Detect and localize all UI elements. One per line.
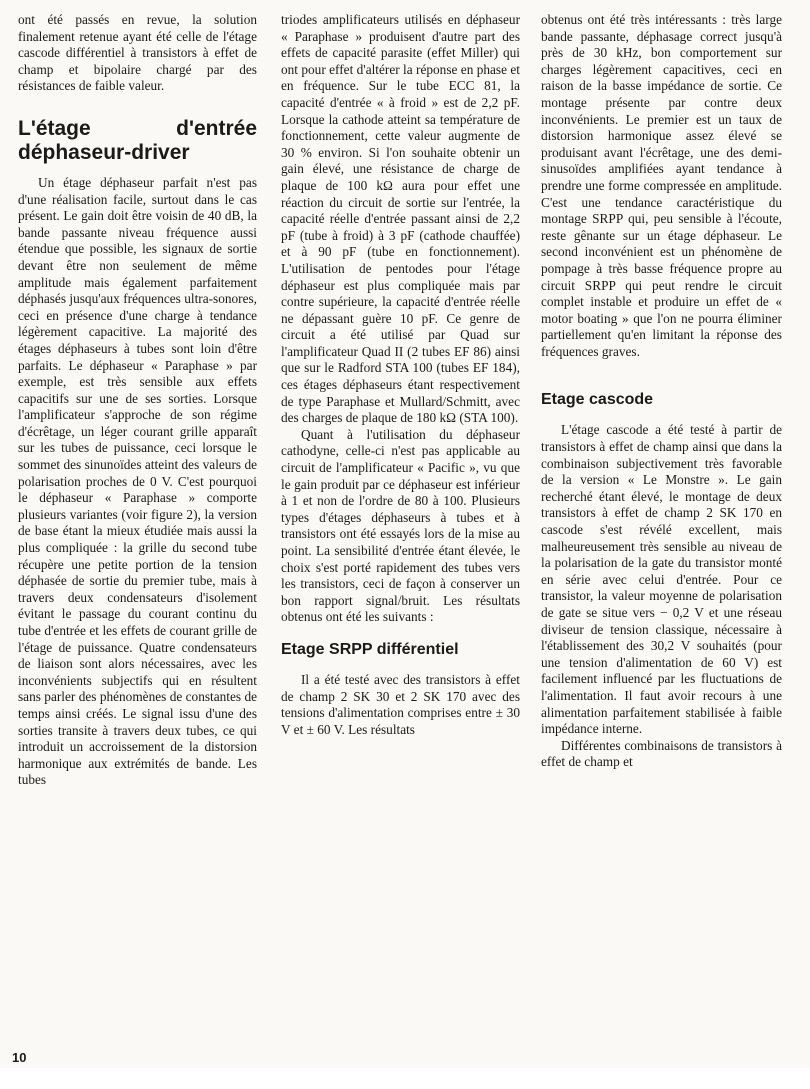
paragraph: triodes amplificateurs utilisés en déphaseur « Paraphase » produisent d'autre part des effets de capacité parasite (effet Miller) qui ont pour effet d'altérer la réponse en phase et en fréquence. Sur le tube ECC 81, la capacité d'entrée « à froid » est de 2,2 pF. Lorsque la cathode atteint sa température de fonctionnement, cette valeur augmente de 30 % environ. Si l'on souhaite obtenir un gain élevé, une résistance de charge de plaque de 100 kΩ aura pour effet une réaction du circuit de sortie sur l'entrée, la capacité réelle d'entrée passant ainsi de 2,2 pF (tube à froid) à 3 pF (cathode chauffée) et à 90 pF (tube en fonctionnement). L'utilisation de pentodes pour l'étage déphaseur est plus compliquée mais par contre supérieure, la capacité d'entrée réelle ne dépassant guère 10 pF. Ce genre de circuit a été utilisé par Quad sur l'amplificateur Quad II (2 tubes EF 86) ainsi que sur le Radford STA 100 (tubes EF 184), ces étages déphaseurs étant respectivement de type Paraphase et Mullard/Schmitt, avec des charges de plaque de 180 kΩ (STA 100).: [281, 12, 520, 426]
paragraph: Un étage déphaseur parfait n'est pas d'une réalisation facile, surtout dans le cas présent. Le gain doit être voisin de 40 dB, la bande passante niveau fréquence aussi étendue que possible, les signaux de sortie devant être non seulement de même amplitude mais également parfaitement déphasés jusqu'aux fréquences ultra-sonores, ceci en présence d'une charge à tendance légèrement capacitive. La majorité des étages déphaseurs à tubes sont loin d'être parfaits. Le déphaseur « Paraphase » par exemple, est très sensible aux effets capacitifs sur une de ses sorties. Lorsque l'amplificateur s'approche de son régime d'écrêtage, un léger courant grille apparaît sur les tubes de puissance, ceci lorsque le sommet des sinunoïdes atteint des valeurs de polarisation proches de 0 V. C'est pourquoi le déphaseur « Paraphase » comporte plusieurs variantes (voir figure 2), la version de base étant la mieux étudiée mais aussi la plus compliquée : la grille du second tube récupère une petite portion de la tension déphasée de sortie du premier tube, mais à travers deux condensateurs d'isolement évitant le passage du courant continu du tube d'entrée et les effets de courant grille de l'étage de puissance. Quatre condensateurs de liaison sont alors nécessaires, avec les inconvénients subjectifs qui en résultent sans parler des phénomènes de constantes de temps ainsi créés. Le signal issu d'une des sorties transite à travers deux tubes, ce qui introduit un accroissement de la distorsion harmonique aux extrémités de bande. Les tubes: [18, 174, 257, 788]
subsection-heading-srpp: Etage SRPP différentiel: [281, 640, 459, 658]
text-column-1: [18, 12, 257, 789]
paragraph: Différentes combinaisons de transistors à effet de champ et: [541, 737, 782, 770]
paragraph: Quant à l'utilisation du déphaseur cathodyne, celle-ci n'est pas applicable au circuit de l'amplificateur « Pacific », vu que le gain produit par ce déphaseur est inférieur à 1 et non de l'ordre de 80 à 100. Plusieurs types d'étages déphaseurs à tubes et à transistors ont été essayés lors de la mise au point. La sensibilité d'entrée étant élevée, le choix s'est porté rapidement des tubes vers les transistors, ceci de façon à conserver un bon rapport signal/bruit. Les résultats obtenus ont été les suivants :: [281, 426, 520, 625]
section-heading: [18, 117, 257, 165]
heading-word: d'entrée: [176, 116, 257, 140]
paragraph: obtenus ont été très intéressants : très large bande passante, déphasage correct jusqu'à près de 30 kHz, bon comportement sur charges légèrement capacitives, ceci en raison de la basse impédance de sortie. Ce montage présente par contre deux inconvénients. Le premier est un taux de distorsion harmonique assez élevé se produisant avant l'écrêtage, une des demi-sinusoïdes amplifiées ayant tendance à prendre une forme compressée en amplitude. C'est une tendance caractéristique du montage SRPP qui, peu sensible à l'écoute, reste gênante sur un étage déphaseur. Le second inconvénient est un phénomène de pompage à très basse fréquence propre au circuit SRPP qui peut rendre le circuit complet instable et produire un effet de « motor boating » que l'on ne pourra éliminer partiellement qu'en limitant la réponse des fréquences graves.: [541, 12, 782, 359]
heading-word: L'étage: [18, 116, 91, 140]
text-column-2: [281, 12, 520, 738]
paragraph: Il a été testé avec des transistors à effet de champ 2 SK 30 et 2 SK 170 avec des tensions d'alimentation comprises entre ± 30 V et ± 60 V. Les résultats: [281, 671, 520, 737]
text-column-3: [541, 12, 782, 771]
heading-line: déphaseur-driver: [18, 140, 190, 164]
subsection-heading-cascode: Etage cascode: [541, 391, 654, 409]
paragraph: ont été passés en revue, la solution finalement retenue ayant été celle de l'étage cascode différentiel à transistors à effet de champ et bipolaire chargé par des résistances de faible valeur.: [18, 12, 257, 94]
paragraph: L'étage cascode a été testé à partir de transistors à effet de champ ainsi que dans la combinaison subjectivement très favorable de la version « Le Monstre ». Le gain recherché étant élevé, le montage de deux transistors à effet de champ 2 SK 170 en cascode s'est révélé excellent, mais malheureusement très sensible au niveau de la polarisation de la gate du transistor monté en série avec celui d'entrée. Pour ce transistor, la valeur moyenne de polarisation de gate se situe vers − 0,2 V et une réseau diviseur de tension classique, nécessaire à l'établissement des 30,2 V souhaités (pour une tension d'alimentation de 60 V) est facilement influencé par les fluctuations de l'alimentation. Il faut avoir recours à une alimentation parfaitement stabilisée à faible impédance interne.: [541, 422, 782, 737]
bottom-margin: [0, 1068, 810, 1089]
page-number: 10: [12, 1050, 27, 1065]
